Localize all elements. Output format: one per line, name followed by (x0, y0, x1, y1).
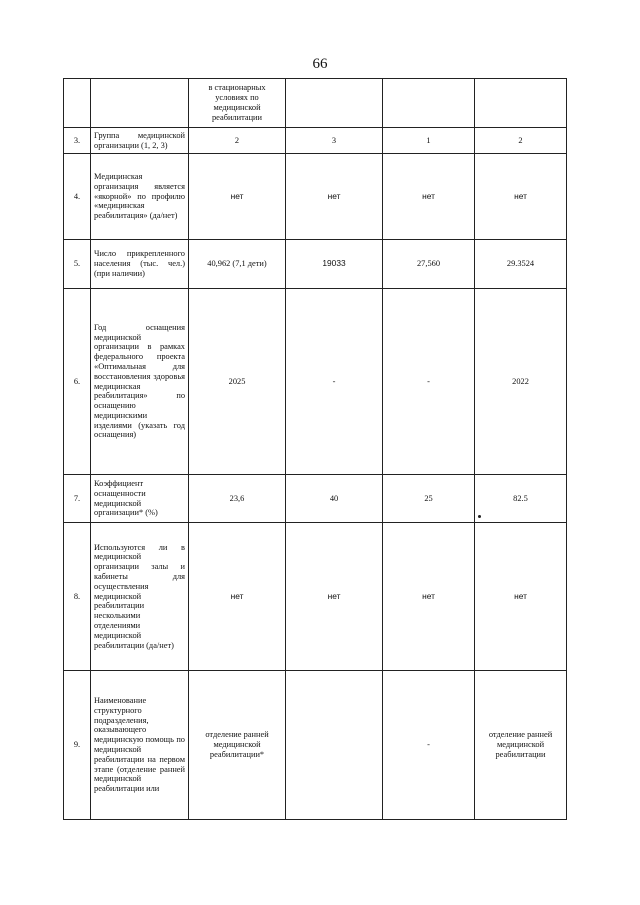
value-cell: - (383, 289, 475, 475)
value-cell: 1 (383, 128, 475, 154)
value-cell: отделение ранней медицинской реабилитации* (189, 671, 286, 820)
row-label: Используются ли в медицинской организации залы и кабинеты для осуществления медицинской реабилитации несколькими отделениями медицинской реабилитации (да/нет) (91, 523, 189, 671)
table-row (64, 240, 567, 289)
cell-empty (286, 79, 383, 128)
value-cell: нет (475, 154, 567, 240)
row-label: Год оснащения медицинской организации в рамках федерального проекта «Оптимальная для восстановления здоровья медицинская реабилитация» по оснащению медицинскими изделиями (указать год оснащения) (91, 289, 189, 475)
row-label: Наименование структурного подразделения, оказывающего медицинскую помощь по медицинской реабилитации на первом этапе (отделение ранней медицинской реабилитации или (91, 671, 189, 820)
row-label: Медицинская организация является «якорной» по профилю «медицинская реабилитация» (да/нет) (91, 154, 189, 240)
value-cell: 40,962 (7,1 дети) (189, 240, 286, 289)
value-cell: нет (383, 154, 475, 240)
table-row (64, 128, 567, 154)
value-cell: нет (286, 523, 383, 671)
header-cell-stationary: в стационарных условиях по медицинской реабилитации (189, 79, 286, 128)
value-cell: нет (189, 523, 286, 671)
row-number: 8. (64, 523, 91, 671)
value-cell: 23,6 (189, 475, 286, 523)
value-cell: - (286, 289, 383, 475)
cell-empty (64, 79, 91, 128)
value-cell: 29.3524 (475, 240, 567, 289)
table-row-header-continuation (64, 79, 567, 128)
row-label: Группа медицинской организации (1, 2, 3) (91, 128, 189, 154)
value-cell: 25 (383, 475, 475, 523)
value-cell: отделение ранней медицинской реабилитации (475, 671, 567, 820)
value-cell: 2025 (189, 289, 286, 475)
value-cell: 2022 (475, 289, 567, 475)
value-cell: 40 (286, 475, 383, 523)
table-row (64, 154, 567, 240)
row-label: Число прикрепленного населения (тыс. чел.) (при наличии) (91, 240, 189, 289)
row-number: 5. (64, 240, 91, 289)
table-row (64, 671, 567, 820)
cell-empty (475, 79, 567, 128)
stray-mark (478, 515, 481, 518)
value-cell (286, 671, 383, 820)
rehabilitation-table (63, 78, 567, 820)
table-row (64, 289, 567, 475)
value-cell: 82.5 (475, 475, 567, 523)
table-row (64, 523, 567, 671)
value-cell: 3 (286, 128, 383, 154)
row-number: 9. (64, 671, 91, 820)
cell-empty (91, 79, 189, 128)
value-cell: 2 (189, 128, 286, 154)
value-cell: 19033 (286, 240, 383, 289)
value-cell: 27,560 (383, 240, 475, 289)
value-cell: нет (286, 154, 383, 240)
value-cell: нет (475, 523, 567, 671)
value-cell: нет (383, 523, 475, 671)
row-number: 7. (64, 475, 91, 523)
cell-empty (383, 79, 475, 128)
value-cell: 2 (475, 128, 567, 154)
row-label: Коэффициент оснащенности медицинской организации* (%) (91, 475, 189, 523)
table-row (64, 475, 567, 523)
row-number: 6. (64, 289, 91, 475)
row-number: 3. (64, 128, 91, 154)
value-cell: - (383, 671, 475, 820)
value-cell: нет (189, 154, 286, 240)
row-number: 4. (64, 154, 91, 240)
page-number: 66 (312, 56, 328, 72)
